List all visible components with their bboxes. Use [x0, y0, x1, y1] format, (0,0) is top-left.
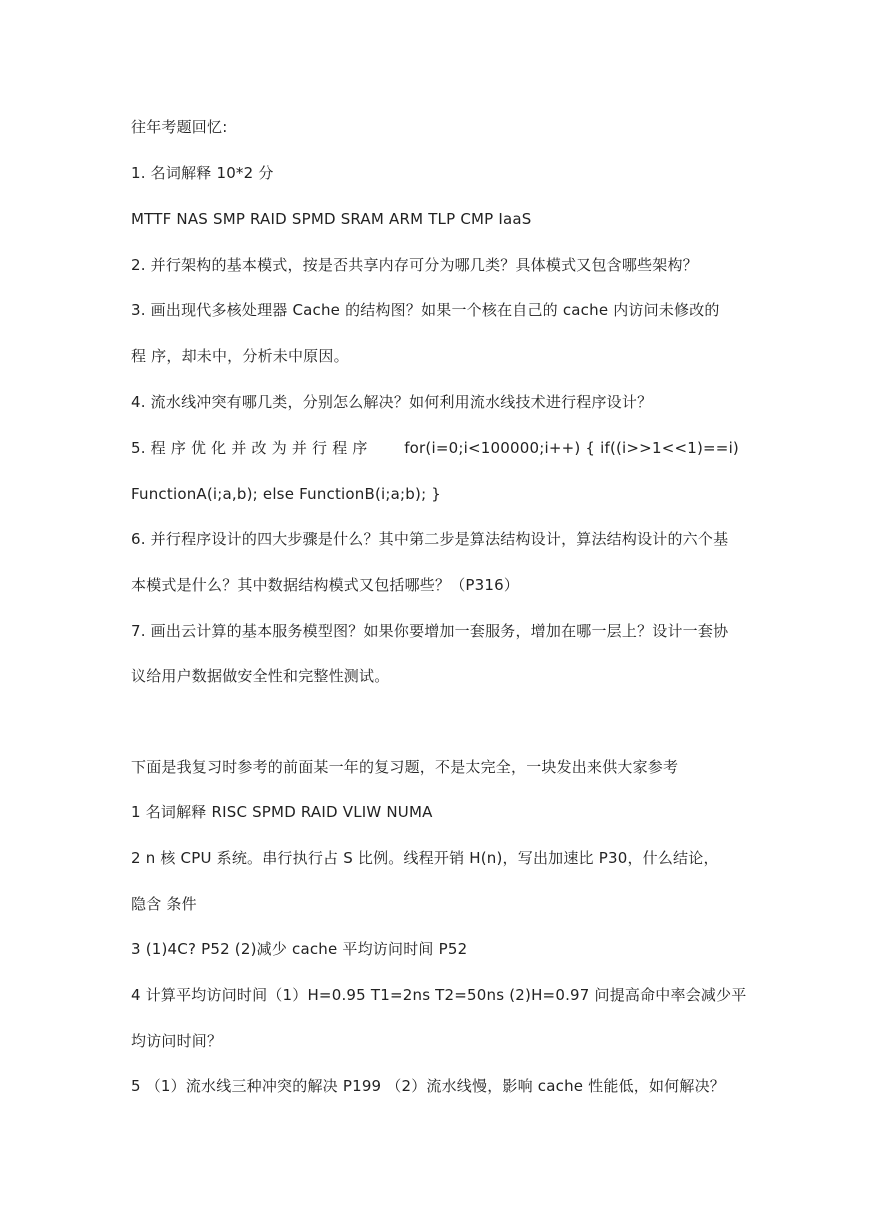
question-7-line-2: 议给用户数据做安全性和完整性测试。	[131, 667, 390, 685]
section-heading: 往年考题回忆:	[131, 118, 228, 136]
question-7-line-1: 7. 画出云计算的基本服务模型图？如果你要增加一套服务，增加在哪一层上？设计一套协	[131, 622, 729, 640]
review-2-line-2: 隐含 条件	[131, 895, 197, 913]
question-6-line-2: 本模式是什么？其中数据结构模式又包括哪些？（P316）	[131, 576, 520, 594]
review-3: 3 (1)4C? P52 (2)减少 cache 平均访问时间 P52	[131, 940, 468, 958]
question-5-code-part-2: FunctionA(i;a,b); else FunctionB(i;a;b); }	[131, 485, 442, 503]
question-2: 2. 并行架构的基本模式，按是否共享内存可分为哪几类？具体模式又包含哪些架构？	[131, 256, 698, 274]
question-5-prefix: 5. 程 序 优 化 并 改 为 并 行 程 序	[131, 439, 368, 457]
question-3-line-1: 3. 画出现代多核处理器 Cache 的结构图？如果一个核在自己的 cache 内访问未修改的	[131, 301, 720, 319]
question-4: 4. 流水线冲突有哪几类，分别怎么解决？如何利用流水线技术进行程序设计？	[131, 393, 653, 411]
review-4-line-2: 均访问时间？	[131, 1032, 223, 1050]
review-5: 5 （1）流水线三种冲突的解决 P199 （2）流水线慢，影响 cache 性能低，如何解决？	[131, 1077, 725, 1095]
question-1-terms: MTTF NAS SMP RAID SPMD SRAM ARM TLP CMP IaaS	[131, 210, 532, 228]
review-2-line-1: 2 n 核 CPU 系统。串行执行占 S 比例。线程开销 H(n)，写出加速比 P30，什么结论，	[131, 849, 719, 867]
question-3-line-2: 程 序，却未中，分析未中原因。	[131, 347, 349, 365]
section-2-intro: 下面是我复习时参考的前面某一年的复习题，不是太完全，一块发出来供大家参考	[131, 758, 679, 776]
question-5-line-1	[131, 437, 739, 459]
review-4-line-1: 4 计算平均访问时间（1）H=0.95 T1=2ns T2=50ns (2)H=0.97 问提高命中率会减少平	[131, 986, 747, 1004]
question-1: 1. 名词解释 10*2 分	[131, 164, 274, 182]
review-1: 1 名词解释 RISC SPMD RAID VLIW NUMA	[131, 803, 433, 821]
question-5-code-part-1: for(i=0;i<100000;i++) { if((i>>1<<1)==i)	[404, 439, 739, 457]
question-6-line-1: 6. 并行程序设计的四大步骤是什么？其中第二步是算法结构设计，算法结构设计的六个基	[131, 530, 729, 548]
